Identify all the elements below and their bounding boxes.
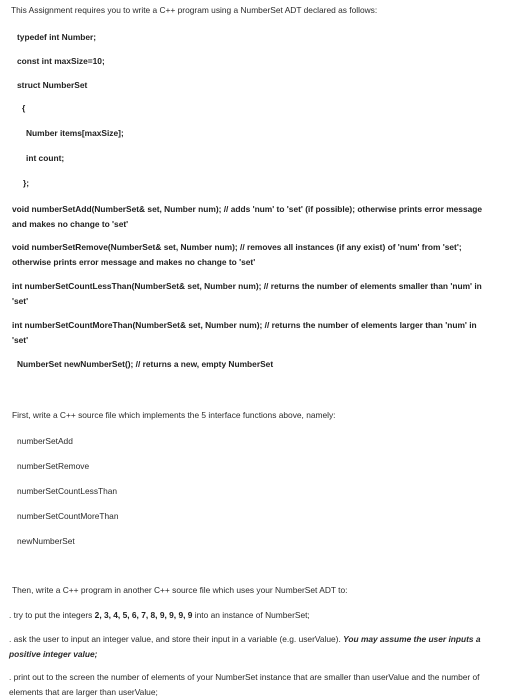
function-name-item: numberSetCountMoreThan — [17, 511, 119, 521]
func-count-less: int numberSetCountLessThan(NumberSet& set, Number num); // returns the number of elements smaller than 'num' in 'set' — [12, 281, 482, 306]
code-const: const int maxSize=10; — [17, 56, 105, 66]
first-text: First, write a C++ source file which implements the 5 interface functions above, namely: — [12, 410, 336, 420]
then-text: Then, write a C++ program in another C++ source file which uses your NumberSet ADT to: — [12, 585, 348, 595]
intro-text: This Assignment requires you to write a C++ program using a NumberSet ADT declared as follows: — [11, 5, 378, 15]
code-items: Number items[maxSize]; — [26, 128, 124, 138]
code-count: int count; — [26, 153, 65, 163]
step-1-numbers: 2, 3, 4, 5, 6, 7, 8, 9, 9, 9, 9 — [94, 610, 193, 620]
function-name-item: numberSetCountLessThan — [17, 486, 118, 496]
step-1-prefix: . try to put the integers — [9, 610, 95, 620]
code-typedef: typedef int Number; — [17, 32, 97, 42]
func-add: void numberSetAdd(NumberSet& set, Number num); // adds 'num' to 'set' (if possible); otherwise prints error message and makes no change to 'set' — [12, 204, 483, 229]
step-2-emphasis: You may assume the user inputs a positive integer value; — [9, 634, 481, 659]
step-1 — [9, 608, 498, 623]
function-name-item: numberSetAdd — [17, 436, 73, 446]
func-count-more: int numberSetCountMoreThan(NumberSet& set, Number num); // returns the number of elements larger than 'num' in 'set' — [12, 320, 477, 345]
step-1-suffix: into an instance of NumberSet; — [192, 610, 310, 620]
function-name-item: numberSetRemove — [17, 461, 90, 471]
function-name-item: newNumberSet — [17, 536, 75, 546]
step-2-text: . ask the user to input an integer value, and store their input in a variable (e.g. userValue). — [9, 634, 344, 644]
func-new-set: NumberSet newNumberSet(); // returns a new, empty NumberSet — [17, 359, 274, 369]
func-remove: void numberSetRemove(NumberSet& set, Number num); // removes all instances (if any exist) of 'num' from 'set'; otherwise prints error message and makes no change to 'set' — [12, 242, 462, 267]
code-struct: struct NumberSet — [17, 80, 88, 90]
step-2 — [9, 632, 493, 662]
code-close-brace: }; — [23, 178, 30, 188]
code-open-brace: { — [22, 103, 26, 113]
step-3: . print out to the screen the number of elements of your NumberSet instance that are smaller than userValue and the number of elements that are larger than userValue; — [9, 672, 480, 697]
